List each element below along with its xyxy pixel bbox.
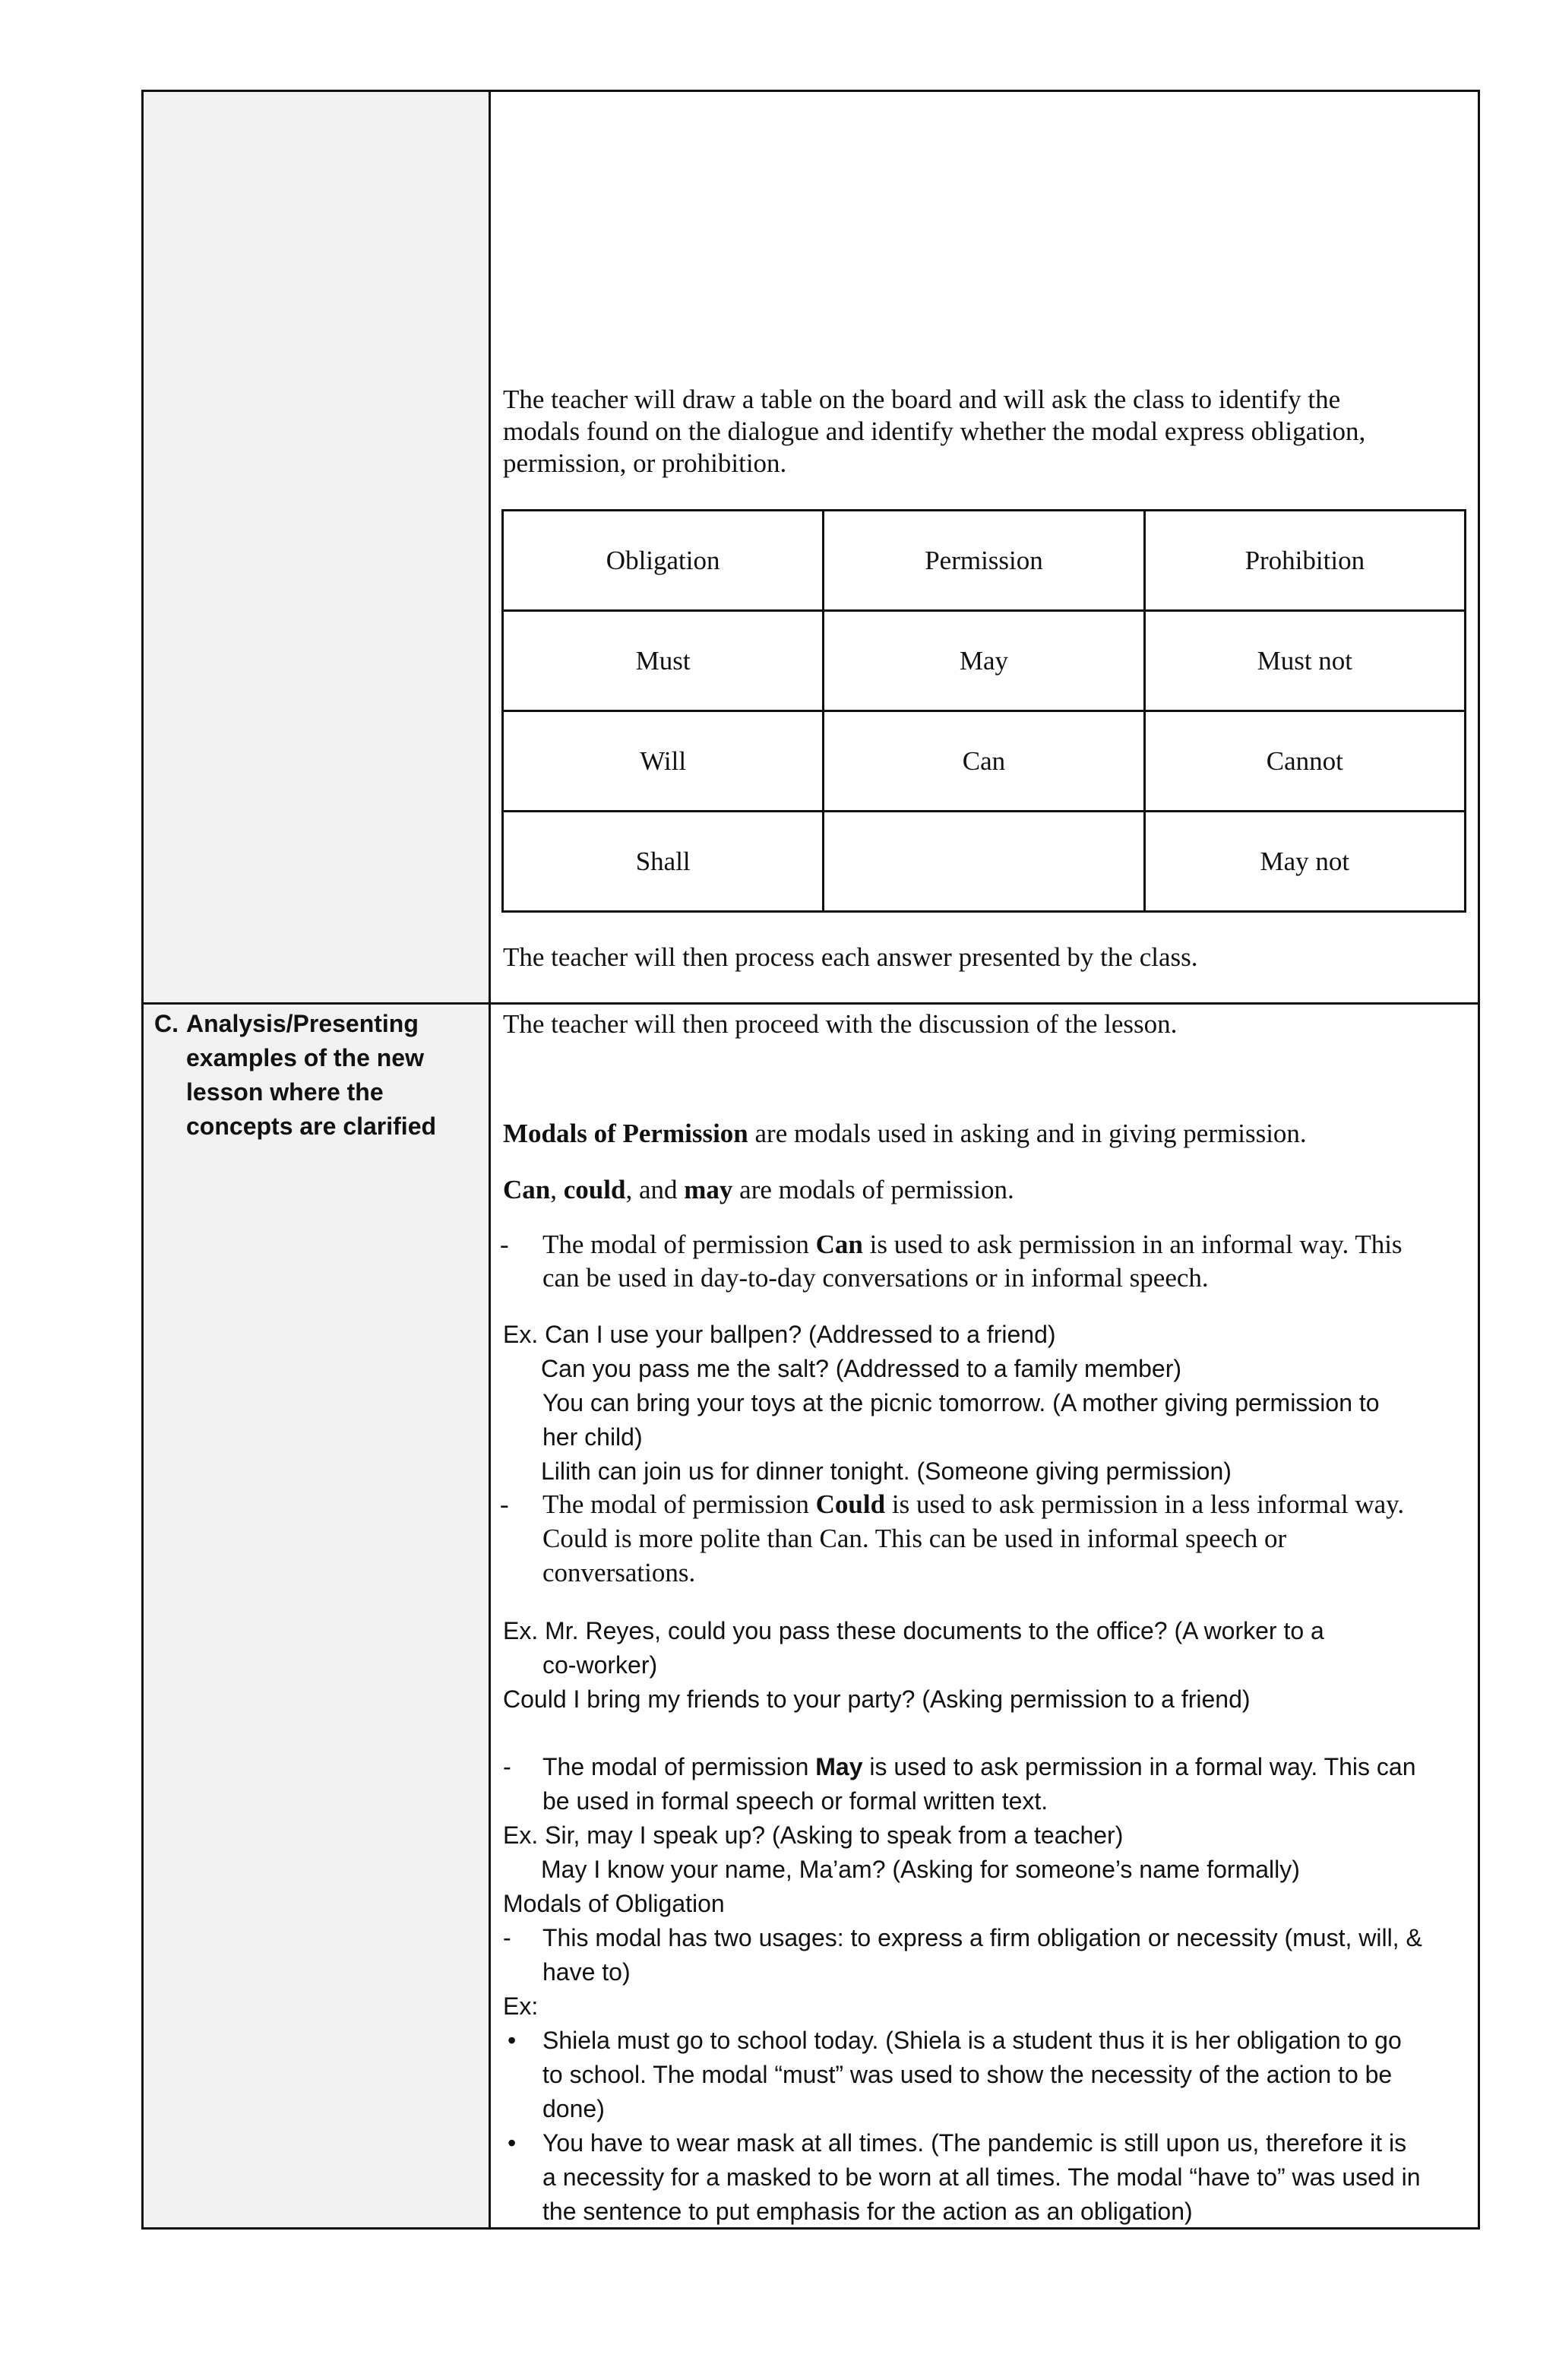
table-cell: Will <box>503 711 824 812</box>
table-cell: May <box>824 611 1144 711</box>
bullet-icon: • <box>508 2027 517 2054</box>
intro-line-2: modals found on the dialogue and identify whether the modal express obligation, <box>503 416 1366 446</box>
table-row <box>503 711 1466 812</box>
section-letter: C. <box>154 1010 179 1037</box>
table-row <box>503 812 1466 912</box>
obligation-example-2-end: the sentence to put emphasis for the action as an obligation) <box>542 2198 1193 2225</box>
table-cell: Must <box>503 611 824 711</box>
table-header-row <box>503 511 1466 611</box>
table-cell: Must not <box>1144 611 1465 711</box>
modal-classification-table <box>501 509 1466 913</box>
obligation-example-1-cont: to school. The modal “must” was used to show the necessity of the action to be <box>542 2061 1393 2088</box>
row-divider <box>141 1002 1480 1005</box>
permission-definition: Modals of Permission are modals used in asking and in giving permission. <box>503 1119 1307 1148</box>
obligation-example-1: Shiela must go to school today. (Shiela is a student thus it is her obligation to go <box>542 2027 1402 2054</box>
obligation-usage-cont: have to) <box>542 1958 631 1986</box>
intro-line-1: The teacher will draw a table on the board and will ask the class to identify the <box>503 385 1341 414</box>
can-example-3: You can bring your toys at the picnic tomorrow. (A mother giving permission to <box>542 1389 1380 1416</box>
dash-marker: - <box>500 1230 509 1259</box>
dash-marker: - <box>500 1489 509 1519</box>
table-row <box>503 611 1466 711</box>
bullet-icon: • <box>508 2129 517 2157</box>
obligation-example-2: You have to wear mask at all times. (The pandemic is still upon us, therefore it is <box>542 2129 1407 2157</box>
obligation-heading: Modals of Obligation <box>503 1890 725 1917</box>
column-divider <box>489 90 491 2230</box>
may-description: The modal of permission May is used to ask permission in a formal way. This can <box>542 1753 1416 1780</box>
can-example-3-cont: her child) <box>542 1423 643 1451</box>
process-text: The teacher will then process each answer presented by the class. <box>503 942 1198 972</box>
may-example-2: May I know your name, Ma’am? (Asking for someone’s name formally) <box>541 1856 1300 1883</box>
can-example-1: Ex. Can I use your ballpen? (Addressed to a friend) <box>503 1321 1056 1348</box>
table-cell: Can <box>824 711 1144 812</box>
header-prohibition: Prohibition <box>1144 511 1465 611</box>
obligation-example-2-cont: a necessity for a masked to be worn at all times. The modal “have to” was used in <box>542 2163 1421 2191</box>
obligation-usage: This modal has two usages: to express a firm obligation or necessity (must, will, & <box>542 1924 1422 1951</box>
could-example-1: Ex. Mr. Reyes, could you pass these documents to the office? (A worker to a <box>503 1617 1324 1644</box>
dash-marker: - <box>503 1753 511 1780</box>
dash-marker: - <box>503 1924 511 1951</box>
intro-line-3: permission, or prohibition. <box>503 448 787 478</box>
obligation-example-1-end: done) <box>542 2095 605 2122</box>
permission-heading: Modals of Permission <box>503 1119 748 1148</box>
section-label-line: concepts are clarified <box>186 1112 437 1140</box>
section-label-line: lesson where the <box>186 1078 384 1106</box>
could-description: The modal of permission Could is used to ask permission in a less informal way. <box>542 1489 1405 1519</box>
table-cell: May not <box>1144 812 1465 912</box>
permission-modals-list: Can, could, and may are modals of permission. <box>503 1175 1014 1204</box>
could-example-2: Could I bring my friends to your party? (Asking permission to a friend) <box>503 1685 1251 1713</box>
header-permission: Permission <box>824 511 1144 611</box>
could-description-line-2: Could is more polite than Can. This can be used in informal speech or <box>542 1524 1287 1553</box>
can-example-2: Can you pass me the salt? (Addressed to a family member) <box>541 1355 1182 1382</box>
may-description-line-2: be used in formal speech or formal written text. <box>542 1787 1048 1815</box>
can-description: The modal of permission Can is used to ask permission in an informal way. This <box>542 1230 1403 1259</box>
may-example-1: Ex. Sir, may I speak up? (Asking to speak from a teacher) <box>503 1821 1124 1849</box>
section-label-line: Analysis/Presenting <box>186 1010 419 1037</box>
proceed-text: The teacher will then proceed with the discussion of the lesson. <box>503 1009 1178 1039</box>
could-description-line-3: conversations. <box>542 1558 696 1587</box>
section-label-line: examples of the new <box>186 1044 424 1071</box>
can-example-4: Lilith can join us for dinner tonight. (Someone giving permission) <box>541 1457 1232 1485</box>
table-cell <box>824 812 1144 912</box>
table-cell: Shall <box>503 812 824 912</box>
obligation-ex-label: Ex: <box>503 1992 539 2020</box>
can-description-line-2: can be used in day-to-day conversations or in informal speech. <box>542 1263 1209 1293</box>
header-obligation: Obligation <box>503 511 824 611</box>
table-cell: Cannot <box>1144 711 1465 812</box>
could-example-1-cont: co-worker) <box>542 1651 658 1679</box>
